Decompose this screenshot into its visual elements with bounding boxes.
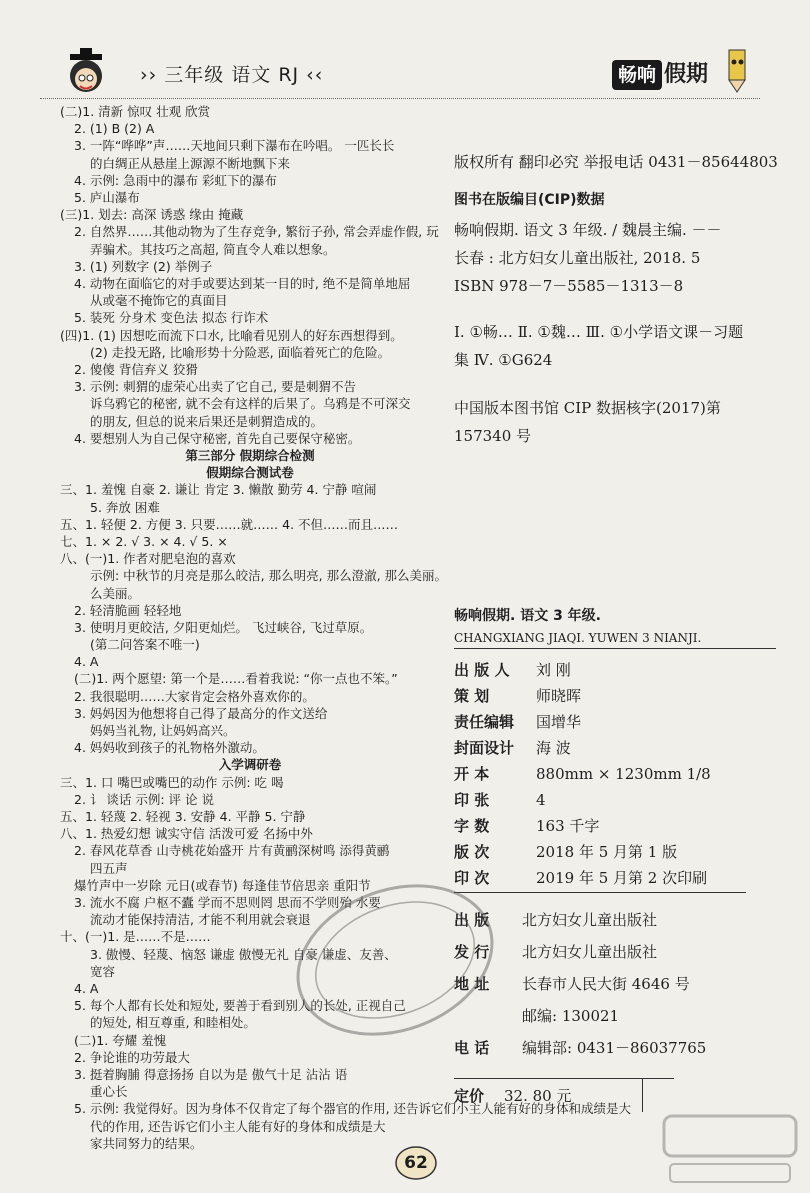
publisher-key: 电 话 — [454, 1039, 490, 1057]
answer-line: 3. 妈妈因为他想将自己得了最高分的作文送给 — [74, 705, 328, 721]
answer-line: 4. 妈妈收到孩子的礼物格外激动。 — [74, 740, 265, 756]
answer-line: 5. 装死 分身术 变色法 拟态 行诈术 — [74, 310, 269, 326]
answer-line: 3. 一阵“哗哗”声……天地间只剩下瀑布在吟唱。 一匹长长 — [74, 138, 395, 154]
staff-key: 印 次 — [454, 869, 490, 887]
answer-line: 3. 示例: 刺猬的虚荣心出卖了它自己, 要是刺猬不告 — [74, 379, 357, 395]
staff-row — [454, 764, 711, 784]
staff-value: 2018 年 5 月第 1 版 — [536, 843, 678, 861]
mascot-icon — [58, 46, 114, 102]
answer-line: 爆竹声中一岁除 元日(或春节) 每逢佳节倍思亲 重阳节 — [74, 877, 371, 893]
answer-line: 3. 流水不腐 户枢不蠹 学而不思则罔 思而不学则殆 水要 — [74, 895, 381, 911]
publisher-key: 出 版 — [454, 911, 490, 929]
publisher-value: 邮编: 130021 — [522, 1007, 620, 1025]
staff-value: 880mm × 1230mm 1/8 — [536, 765, 711, 783]
staff-value: 国增华 — [536, 713, 582, 731]
staff-row — [454, 686, 581, 706]
price-value: 32. 80 元 — [504, 1087, 572, 1105]
answer-line: 么美丽。 — [90, 585, 141, 601]
answer-line: 入学调研卷 — [218, 757, 282, 773]
answer-line: 示例: 中秋节的月亮是那么皎洁, 那么明亮, 那么澄澈, 那么美丽。 — [90, 568, 448, 584]
answer-line: 的朋友, 但总的说来后果还是刺猬造成的。 — [90, 413, 323, 429]
staff-row — [454, 712, 581, 732]
publisher-value: 编辑部: 0431－86037765 — [522, 1039, 707, 1057]
answer-line: (二)1. 清新 惊叹 壮观 欣赏 — [60, 104, 211, 119]
answer-line: 代的作用, 还告诉它们小主人能有好的身体和成绩是大 — [90, 1118, 386, 1134]
page-number: 62 — [404, 1153, 428, 1173]
answer-line: 从或毫不掩饰它的真面目 — [90, 293, 228, 309]
staff-key: 开 本 — [454, 765, 490, 783]
staff-key: 版 次 — [454, 843, 490, 861]
cip-line-1: 畅响假期. 语文 3 年级. / 魏晨主编. －－ — [454, 221, 722, 239]
answer-line: (第二问答案不唯一) — [90, 637, 200, 653]
answer-line: 八、(一)1. 作者对肥皂泡的喜欢 — [60, 551, 236, 567]
class-line-1: Ⅰ. ①畅… Ⅱ. ①魏… Ⅲ. ①小学语文课－习题 — [454, 323, 744, 341]
answer-line: 3. 使明月更皎洁, 夕阳更灿烂。 飞过峡谷, 飞过草原。 — [74, 619, 373, 635]
answer-line: 4. 示例: 急雨中的瀑布 彩虹下的瀑布 — [74, 172, 278, 188]
answer-line: 三、1. 口 嘴巴或嘴巴的动作 示例: 吃 喝 — [60, 774, 284, 790]
corner-watermark — [660, 1110, 800, 1190]
answer-line: (2) 走投无路, 比喻形势十分险恶, 面临着死亡的危险。 — [90, 344, 391, 360]
staff-value: 刘 刚 — [536, 661, 571, 679]
publisher-key: 地 址 — [454, 975, 490, 993]
publisher-value: 北方妇女儿童出版社 — [522, 943, 658, 961]
answer-line: 5. 庐山瀑布 — [74, 189, 140, 205]
cip-line-2: 长春 : 北方妇女儿童出版社, 2018. 5 — [454, 249, 701, 267]
watermark-stamp — [290, 880, 500, 1040]
cip-check-line-2: 157340 号 — [454, 427, 532, 445]
divider-bottom — [454, 1078, 674, 1079]
page-header — [0, 40, 810, 100]
staff-key: 字 数 — [454, 817, 490, 835]
answer-line: 2. 轻清脆画 轻轻地 — [74, 602, 182, 618]
price-label: 定价 — [454, 1087, 485, 1105]
header-divider — [40, 98, 760, 99]
answer-line: (二)1. 夸耀 羞愧 — [74, 1032, 167, 1048]
answer-line: 2. (1) B (2) A — [74, 121, 155, 137]
isbn: ISBN 978－7－5585－1313－8 — [454, 277, 684, 295]
answer-line: 弄骗术。其技巧之高超, 简直令人难以想象。 — [90, 241, 336, 257]
answer-line: 重心长 — [90, 1084, 128, 1100]
book-title: 畅响假期. 语文 3 年级. — [454, 608, 601, 624]
answer-line: 4. A — [74, 654, 99, 670]
answer-line: 5. 每个人都有长处和短处, 要善于看到别人的长处, 正视自己 — [74, 998, 406, 1014]
cip-title: 图书在版编目(CIP)数据 — [454, 192, 605, 208]
publisher-key: 发 行 — [454, 943, 490, 961]
answer-line: 2. 争论谁的功劳最大 — [74, 1049, 190, 1065]
staff-row — [454, 738, 571, 758]
staff-value: 163 千字 — [536, 817, 600, 835]
answer-line: 2. 我很聪明……大家肯定会格外喜欢你的。 — [74, 688, 315, 704]
answer-line: 2. 自然界……其他动物为了生存竞争, 繁衍子孙, 常会弄虚作假, 玩 — [74, 224, 439, 240]
answer-line: 4. 动物在面临它的对手或要达到某一目的时, 绝不是简单地屈 — [74, 275, 411, 291]
publisher-row — [454, 1038, 706, 1058]
staff-row — [454, 842, 677, 862]
answer-line: 3. 挺着胸脯 得意扬扬 自以为是 傲气十足 沾沾 语 — [74, 1067, 348, 1083]
answer-line: 八、1. 热爱幻想 诚实守信 活泼可爱 名扬中外 — [60, 826, 313, 842]
staff-value: 师晓晖 — [536, 687, 582, 705]
staff-value: 4 — [536, 791, 546, 809]
copyright-line: 版权所有 翻印必究 举报电话 0431－85644803 — [454, 153, 778, 171]
answer-line: 流动才能保持清洁, 才能不利用就会衰退 — [90, 912, 311, 928]
answer-line: 2. 讠 谈话 示例: 评 论 说 — [74, 791, 214, 807]
staff-key: 印 张 — [454, 791, 490, 809]
cip-check-line-1: 中国版本图书馆 CIP 数据核字(2017)第 — [454, 399, 721, 417]
answer-line: 宽容 — [90, 963, 116, 979]
answer-line: 四五声 — [90, 860, 128, 876]
answer-line: 第三部分 假期综合检测 — [185, 447, 315, 463]
answer-line: 4. A — [74, 981, 99, 997]
answer-line: 家共同努力的结果。 — [90, 1135, 203, 1151]
header-title: ›› 三年级 语文 RJ ‹‹ — [140, 64, 324, 86]
pencil-mascot-icon — [720, 46, 754, 94]
publisher-value: 长春市人民大街 4646 号 — [522, 975, 690, 993]
answer-line: 2. 春风花草香 山寺桃花始盛开 片有黄鹂深树鸣 添得黄鹂 — [74, 843, 390, 859]
answer-line: 的短处, 相互尊重, 和睦相处。 — [90, 1015, 256, 1031]
divider-top — [454, 648, 776, 649]
answer-line: 假期综合测试卷 — [206, 465, 294, 481]
answer-line: 三、1. 羞愧 自豪 2. 谦让 肯定 3. 懒散 勤劳 4. 宁静 喧闹 — [60, 482, 377, 498]
answer-line: (二)1. 两个愿望: 第一个是……看着我说: “你一点也不笨。” — [74, 671, 398, 687]
answer-line: (四)1. (1) 因想吃而流下口水, 比喻看见别人的好东西想得到。 — [60, 327, 403, 343]
answer-line: 诉乌鸦它的秘密, 就不会有这样的后果了。乌鸦是不可深交 — [90, 396, 411, 412]
answer-line: (三)1. 划去: 高深 诱惑 缘由 掩藏 — [60, 207, 244, 223]
staff-key: 封面设计 — [454, 739, 515, 757]
answer-line: 3. (1) 列数字 (2) 举例子 — [74, 258, 213, 274]
publisher-value: 北方妇女儿童出版社 — [522, 911, 658, 929]
answer-line: 的白绸正从悬崖上源源不断地飘下来 — [90, 155, 291, 171]
answer-line: 5. 奔放 困难 — [90, 499, 160, 515]
brand-box: 畅响 — [612, 60, 662, 90]
answer-line: 妈妈当礼物, 让妈妈高兴。 — [90, 723, 236, 739]
staff-row — [454, 660, 571, 680]
answer-line: 十、(一)1. 是……不是…… — [60, 929, 211, 945]
price-divider — [642, 1078, 643, 1112]
staff-row — [454, 816, 599, 836]
staff-row — [454, 790, 546, 810]
answer-line: 4. 要想别人为自己保守秘密, 首先自己要保守秘密。 — [74, 430, 361, 446]
staff-key: 出 版 人 — [454, 661, 510, 679]
answer-line: 2. 傻傻 背信弃义 狡猾 — [74, 361, 198, 377]
answer-line: 5. 示例: 我觉得好。因为身体不仅肯定了每个器官的作用, 还告诉它们小主人能有好的身体和成绩是大 — [74, 1101, 632, 1117]
staff-value: 2019 年 5 月第 2 次印刷 — [536, 869, 708, 887]
staff-value: 海 波 — [536, 739, 571, 757]
answer-line: 七、1. × 2. √ 3. × 4. √ 5. × — [60, 533, 228, 549]
brand-rest: 假期 — [664, 62, 709, 87]
class-line-2: 集 Ⅳ. ①G624 — [454, 351, 553, 369]
staff-key: 策 划 — [454, 687, 490, 705]
answer-line: 五、1. 轻蔑 2. 轻视 3. 安静 4. 平静 5. 宁静 — [60, 809, 306, 825]
staff-key: 责任编辑 — [454, 713, 515, 731]
book-pinyin: CHANGXIANG JIAQI. YUWEN 3 NIANJI. — [454, 631, 702, 645]
answer-line: 五、1. 轻便 2. 方便 3. 只要……就…… 4. 不但……而且…… — [60, 516, 399, 532]
answer-line: 3. 傲慢、轻蔑、恼怒 谦虚 傲慢无礼 自豪 谦虚、友善、 — [90, 946, 397, 962]
